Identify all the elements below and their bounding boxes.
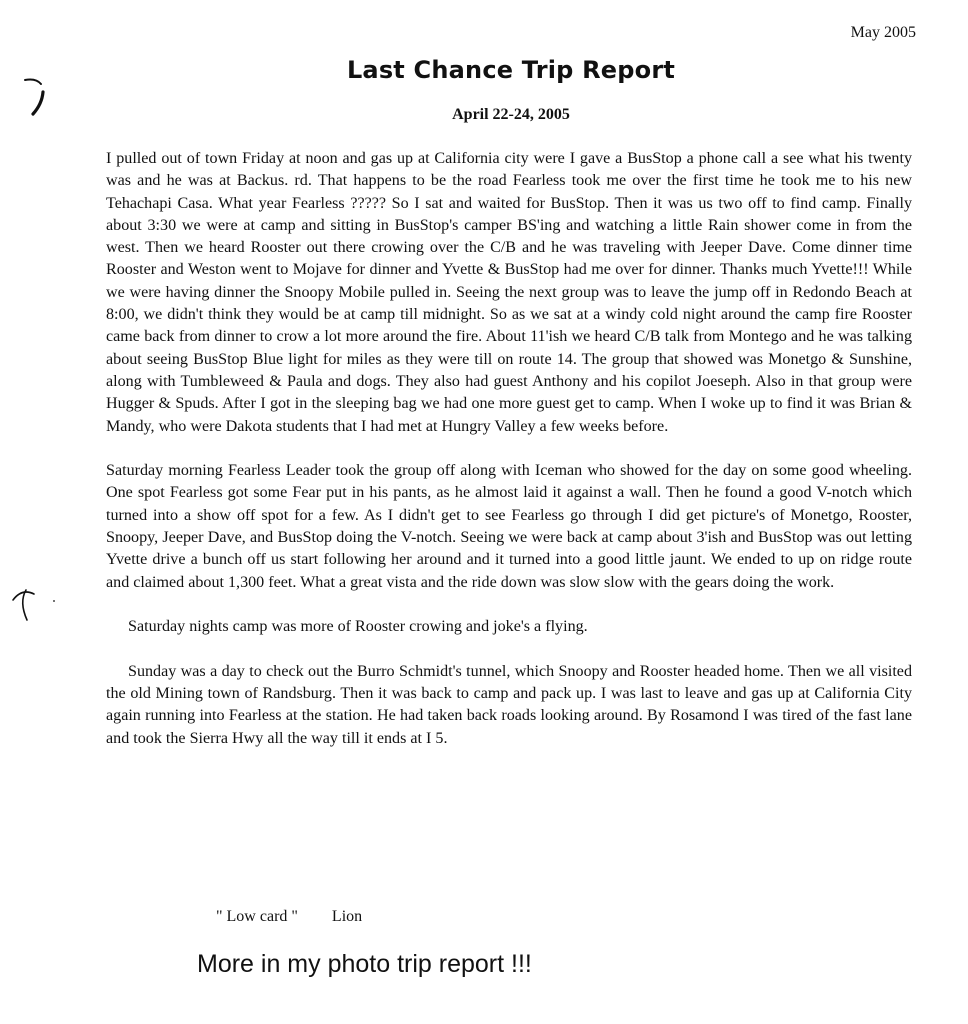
page-title: Last Chance Trip Report xyxy=(346,56,676,84)
signature-nickname: " Low card " xyxy=(216,908,298,925)
signature xyxy=(216,908,362,926)
margin-mark-icon xyxy=(22,74,52,122)
report-body xyxy=(106,148,912,750)
signature-name: Lion xyxy=(331,908,363,925)
photo-report-note: More in my photo trip report !!! xyxy=(197,950,532,978)
paragraph-sunday: Sunday was a day to check out the Burro Schmidt's tunnel, which Snoopy and Rooster headed home. Then we all visited the old Mining town of Randsburg. Then it was back to camp and pack up. I was last to leave and gas up at California City again running into Fearless at the station. He had taken back roads looking around. By Rosamond I was tired of the fast lane and took the Sierra Hwy all the way till it ends at I 5. xyxy=(106,662,912,747)
paragraph-saturday-night: Saturday nights camp was more of Rooster crowing and joke's a flying. xyxy=(128,618,588,636)
paragraph-friday: I pulled out of town Friday at noon and gas up at California city were I gave a BusStop a phone call a see what his twenty was and he was at Backus. rd. That happens to be the road Fearless took me over the first time he took me to his new Tehachapi Casa. What year Fearless ????? So I sat and waited for BusStop. Then it was us two off to find camp. Finally about 3:30 we were at camp and sitting in BusStop's camper BS'ing and watching a little Rain shower come in from the west. Then we heard Rooster out there crowing over the C/B and he was traveling with Jeeper Dave. Come dinner time Rooster and Weston went to Mojave for dinner and Yvette & BusStop had me over for dinner. Thanks much Yvette!!! While we were having dinner the Snoopy Mobile pulled in. Seeing the next group was to leave the jump off in Redondo Beach at 8:00, we didn't think they would be at camp till midnight. So as we sat at a windy cold night around the camp fire Rooster came back from dinner to crow a lot more around the fire. About 11'ish we heard C/B talk from Montego and he was talking about seeing BusStop Blue light for miles as they were till on route 14. The group that showed was Monetgo & Sunshine, along with Tumbleweed & Paula and dogs. They also had guest Anthony and his copilot Joeseph. Also in that group were Hugger & Spuds. After I got in the sleeping bag we had one more guest get to camp. When I woke up to find it was Brian & Mandy, who were Dakota students that I had met at Hungry Valley a few weeks before. xyxy=(106,150,912,435)
report-month: May 2005 xyxy=(850,24,916,41)
margin-mark-icon xyxy=(10,586,66,626)
trip-dates: April 22-24, 2005 xyxy=(452,106,570,123)
paragraph-saturday: Saturday morning Fearless Leader took the group off along with Iceman who showed for the day on some good wheeling. One spot Fearless got some Fear put in his pants, as he almost laid it against a wall. Then he found a good V-notch which turned into a show off spot for a few. As I didn't get to see Fearless go through I did get picture's of Monetgo, Rooster, Snoopy, Jeeper Dave, and BusStop doing the V-notch. Seeing we were back at camp about 3'ish and BusStop was out letting Yvette drive a bunch off us start following her around and it turned into a good little jaunt. We ended to up on ridge route and claimed about 1,300 feet. What a great vista and the ride down was slow slow with the gears doing the work. xyxy=(106,462,912,591)
